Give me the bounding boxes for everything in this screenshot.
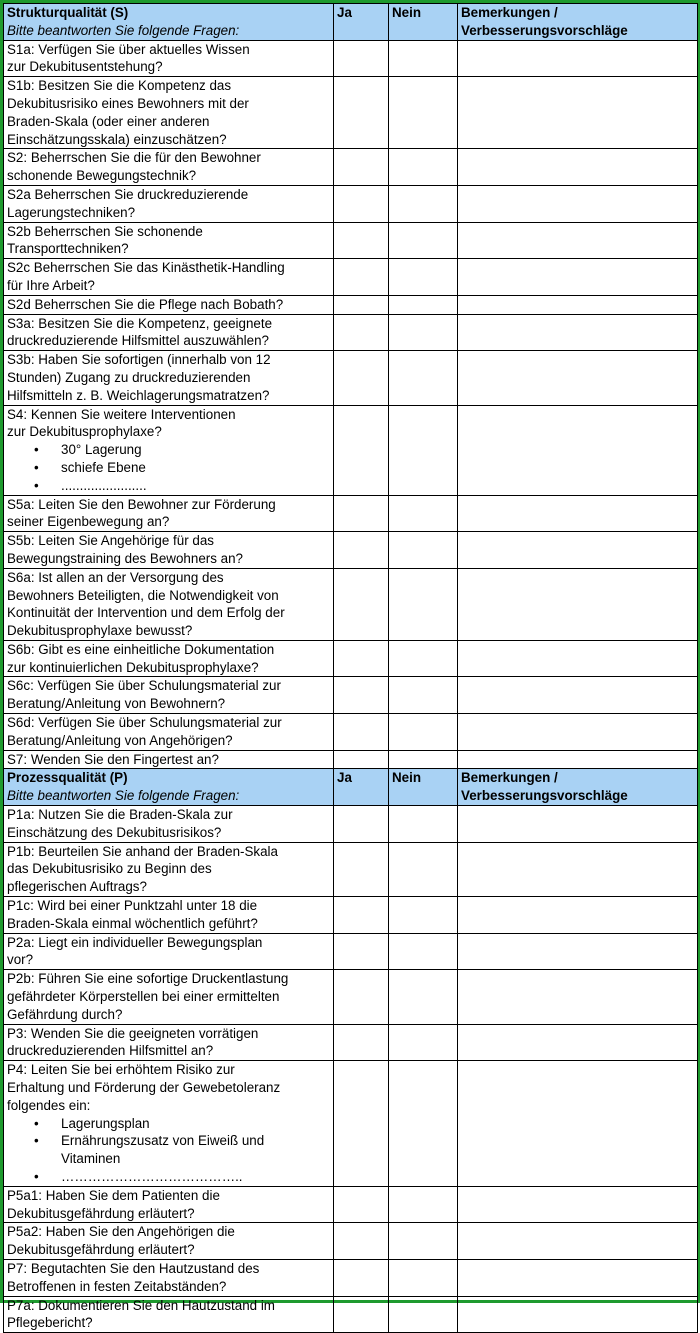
answer-nein-cell[interactable] [389, 259, 458, 296]
answer-nein-cell[interactable] [389, 1186, 458, 1223]
question-cell [4, 222, 334, 259]
remarks-cell[interactable] [458, 970, 698, 1024]
question-row [4, 1259, 698, 1296]
answer-nein-cell[interactable] [389, 677, 458, 714]
question-row [4, 405, 698, 495]
answer-nein-cell[interactable] [389, 495, 458, 532]
question-row [4, 1223, 698, 1260]
column-header-nein: Nein [389, 4, 458, 41]
question-row [4, 40, 698, 77]
question-row [4, 714, 698, 751]
question-row [4, 532, 698, 569]
question-cell [4, 640, 334, 677]
remarks-cell[interactable] [458, 806, 698, 843]
question-text: P3: Wenden Sie die geeigneten vorrätigen druckreduzierenden Hilfsmittel an? [7, 1025, 259, 1059]
question-text: S2c Beherrschen Sie das Kinästhetik-Handling für Ihre Arbeit? [7, 260, 285, 293]
remarks-cell[interactable] [458, 1061, 698, 1187]
answer-nein-cell[interactable] [389, 750, 458, 769]
question-text: S2d Beherrschen Sie die Pflege nach Bobath? [7, 296, 284, 312]
checklist-table [3, 3, 698, 1333]
question-row [4, 295, 698, 314]
question-text: P7: Begutachten Sie den Hautzustand des Betroffenen in festen Zeitabständen? [7, 1260, 260, 1294]
answer-nein-cell[interactable] [389, 532, 458, 569]
answer-nein-cell[interactable] [389, 1259, 458, 1296]
answer-nein-cell[interactable] [389, 1223, 458, 1260]
section-subtitle: Bitte beantworten Sie folgende Fragen: [7, 788, 240, 804]
answer-ja-cell[interactable] [334, 1223, 389, 1260]
remarks-cell[interactable] [458, 314, 698, 351]
question-text: S2a Beherrschen Sie druckreduzierende Lagerungstechniken? [7, 186, 249, 220]
question-cell [4, 897, 334, 934]
bullet-item: • Ernährungszusatz von Eiweiß und Vitaminen [61, 1132, 330, 1168]
remarks-cell[interactable] [458, 405, 698, 495]
answer-ja-cell[interactable] [334, 77, 389, 149]
question-cell [4, 970, 334, 1024]
remarks-cell[interactable] [458, 933, 698, 970]
question-text: S6b: Gibt es eine einheitliche Dokumentation zur kontinuierlichen Dekubitusprophylaxe? [7, 641, 275, 675]
question-text: P5a2: Haben Sie den Angehörigen die Dekubitusgefährdung erläutert? [7, 1224, 235, 1258]
question-cell [4, 933, 334, 970]
answer-ja-cell[interactable] [334, 750, 389, 769]
question-cell [4, 568, 334, 640]
answer-nein-cell[interactable] [389, 314, 458, 351]
question-cell [4, 77, 334, 149]
question-text: P1c: Wird bei einer Punktzahl unter 18 die Braden-Skala einmal wöchentlich geführt? [7, 898, 258, 931]
remarks-cell[interactable] [458, 149, 698, 186]
bullet-item: • Lagerungsplan [61, 1115, 330, 1133]
question-text: S2: Beherrschen Sie die für den Bewohner schonende Bewegungstechnik? [7, 150, 261, 184]
answer-nein-cell[interactable] [389, 568, 458, 640]
question-cell [4, 405, 334, 495]
answer-nein-cell[interactable] [389, 970, 458, 1024]
answer-nein-cell[interactable] [389, 640, 458, 677]
remarks-cell[interactable] [458, 1223, 698, 1260]
remarks-cell[interactable] [458, 1259, 698, 1296]
question-row [4, 677, 698, 714]
section-title-cell [4, 4, 334, 41]
question-cell [4, 185, 334, 222]
answer-nein-cell[interactable] [389, 222, 458, 259]
question-cell [4, 40, 334, 77]
question-cell [4, 351, 334, 405]
question-text: S4: Kennen Sie weitere Interventionen zur Dekubitusprophylaxe? [7, 406, 236, 440]
answer-ja-cell[interactable] [334, 714, 389, 751]
column-header-ja: Ja [334, 4, 389, 41]
remarks-cell[interactable] [458, 40, 698, 77]
answer-ja-cell[interactable] [334, 897, 389, 934]
question-text: P1a: Nutzen Sie die Braden-Skala zur Einschätzung des Dekubitusrisikos? [7, 807, 233, 840]
answer-nein-cell[interactable] [389, 842, 458, 896]
question-cell [4, 314, 334, 351]
question-cell [4, 532, 334, 569]
question-text: S1a: Verfügen Sie über aktuelles Wissen zur Dekubitusentstehung? [7, 41, 250, 75]
answer-nein-cell[interactable] [389, 1296, 458, 1333]
answer-ja-cell[interactable] [334, 933, 389, 970]
remarks-cell[interactable] [458, 1186, 698, 1223]
question-text: S6c: Verfügen Sie über Schulungsmaterial zur Beratung/Anleitung von Bewohnern? [7, 678, 281, 712]
remarks-cell[interactable] [458, 897, 698, 934]
answer-ja-cell[interactable] [334, 405, 389, 495]
answer-ja-cell[interactable] [334, 351, 389, 405]
question-text: P2a: Liegt ein individueller Bewegungsplan vor? [7, 934, 263, 968]
checklist-body [4, 4, 698, 1333]
question-text: S7: Wenden Sie den Fingertest an? [7, 751, 219, 767]
bullet-list [7, 441, 330, 494]
bullet-item: • ....................... [61, 477, 330, 495]
question-row [4, 222, 698, 259]
remarks-cell[interactable] [458, 351, 698, 405]
answer-nein-cell[interactable] [389, 806, 458, 843]
question-row [4, 750, 698, 769]
answer-nein-cell[interactable] [389, 1061, 458, 1187]
answer-ja-cell[interactable] [334, 185, 389, 222]
remarks-cell[interactable] [458, 532, 698, 569]
bullet-list [7, 1115, 330, 1186]
question-row [4, 1024, 698, 1061]
section-subtitle: Bitte beantworten Sie folgende Fragen: [7, 22, 240, 38]
remarks-cell[interactable] [458, 677, 698, 714]
answer-ja-cell[interactable] [334, 677, 389, 714]
question-row [4, 351, 698, 405]
remarks-cell[interactable] [458, 842, 698, 896]
answer-nein-cell[interactable] [389, 933, 458, 970]
section-title: Strukturqualität (S) [7, 5, 129, 20]
answer-ja-cell[interactable] [334, 640, 389, 677]
answer-ja-cell[interactable] [334, 314, 389, 351]
answer-ja-cell[interactable] [334, 1024, 389, 1061]
answer-ja-cell[interactable] [334, 40, 389, 77]
question-text: P1b: Beurteilen Sie anhand der Braden-Skala das Dekubitusrisiko zu Beginn des pflegerischen Auftrags? [7, 843, 278, 895]
remarks-cell[interactable] [458, 77, 698, 149]
answer-ja-cell[interactable] [334, 970, 389, 1024]
question-cell [4, 495, 334, 532]
remarks-cell[interactable] [458, 750, 698, 769]
question-row [4, 149, 698, 186]
question-text: S2b Beherrschen Sie schonende Transporttechniken? [7, 223, 203, 257]
answer-ja-cell[interactable] [334, 495, 389, 532]
answer-nein-cell[interactable] [389, 351, 458, 405]
remarks-cell[interactable] [458, 568, 698, 640]
question-row [4, 640, 698, 677]
answer-ja-cell[interactable] [334, 1061, 389, 1187]
answer-ja-cell[interactable] [334, 1259, 389, 1296]
question-cell [4, 1024, 334, 1061]
question-row [4, 185, 698, 222]
answer-ja-cell[interactable] [334, 842, 389, 896]
remarks-cell[interactable] [458, 259, 698, 296]
remarks-cell[interactable] [458, 1024, 698, 1061]
answer-ja-cell[interactable] [334, 259, 389, 296]
answer-ja-cell[interactable] [334, 1186, 389, 1223]
question-cell [4, 806, 334, 843]
answer-ja-cell[interactable] [334, 532, 389, 569]
remarks-cell[interactable] [458, 640, 698, 677]
remarks-cell[interactable] [458, 495, 698, 532]
question-cell [4, 677, 334, 714]
question-cell [4, 149, 334, 186]
question-text: S6a: Ist allen an der Versorgung des Bewohners Beteiligten, die Notwendigkeit von Kontinuität der Intervention und dem Erfolg der Dekubitusprophylaxe bewusst? [7, 569, 285, 639]
section-title: Prozessqualität (P) [7, 770, 128, 786]
answer-nein-cell[interactable] [389, 149, 458, 186]
answer-nein-cell[interactable] [389, 40, 458, 77]
question-cell [4, 1259, 334, 1296]
column-header-bemerkungen: Bemerkungen / Verbesserungsvorschläge [458, 4, 698, 41]
answer-nein-cell[interactable] [389, 1024, 458, 1061]
remarks-cell[interactable] [458, 222, 698, 259]
section-header-row [4, 769, 698, 806]
answer-ja-cell[interactable] [334, 806, 389, 843]
question-cell [4, 842, 334, 896]
section-title-cell [4, 769, 334, 806]
question-cell [4, 750, 334, 769]
question-text: S6d: Verfügen Sie über Schulungsmaterial zur Beratung/Anleitung von Angehörigen? [7, 715, 282, 748]
question-row [4, 77, 698, 149]
question-row [4, 970, 698, 1024]
question-cell [4, 1061, 334, 1187]
remarks-cell[interactable] [458, 1296, 698, 1333]
answer-ja-cell[interactable] [334, 1296, 389, 1333]
bullet-item: • 30° Lagerung [61, 441, 330, 459]
question-text: P7a: Dokumentieren Sie den Hautzustand im Pflegebericht? [7, 1297, 275, 1331]
question-text: P4: Leiten Sie bei erhöhtem Risiko zur Erhaltung und Förderung der Gewebetoleranz folgendes ein: [7, 1062, 281, 1113]
remarks-cell[interactable] [458, 185, 698, 222]
section-header-row [4, 4, 698, 41]
bullet-item: • schiefe Ebene [61, 459, 330, 477]
answer-ja-cell[interactable] [334, 222, 389, 259]
bullet-item: • ………………………………….. [61, 1168, 330, 1186]
question-text: S3a: Besitzen Sie die Kompetenz, geeignete druckreduzierende Hilfsmittel auszuwählen? [7, 315, 273, 349]
question-row [4, 842, 698, 896]
question-row [4, 933, 698, 970]
answer-nein-cell[interactable] [389, 77, 458, 149]
question-row [4, 806, 698, 843]
question-text: P5a1: Haben Sie dem Patienten die Dekubitusgefährdung erläutert? [7, 1187, 220, 1221]
answer-nein-cell[interactable] [389, 295, 458, 314]
question-row [4, 1296, 698, 1333]
answer-nein-cell[interactable] [389, 405, 458, 495]
question-text: S1b: Besitzen Sie die Kompetenz das Dekubitusrisiko eines Bewohners mit der Braden-Skala (oder einer anderen Einschätzungsskala) einzuschätzen? [7, 78, 249, 147]
answer-ja-cell[interactable] [334, 568, 389, 640]
question-row [4, 568, 698, 640]
question-cell [4, 295, 334, 314]
remarks-cell[interactable] [458, 714, 698, 751]
question-text: P2b: Führen Sie eine sofortige Druckentlastung gefährdeter Körperstellen bei einer ermittelten Gefährdung durch? [7, 971, 289, 1022]
remarks-cell[interactable] [458, 295, 698, 314]
question-row [4, 259, 698, 296]
question-cell [4, 259, 334, 296]
answer-nein-cell[interactable] [389, 714, 458, 751]
question-text: S3b: Haben Sie sofortigen (innerhalb von 12 Stunden) Zugang zu druckreduzierenden Hilfsmitteln z. B. Weichlagerungsmatratzen? [7, 352, 271, 403]
answer-ja-cell[interactable] [334, 295, 389, 314]
column-header-nein: Nein [389, 769, 458, 806]
question-row [4, 1186, 698, 1223]
answer-nein-cell[interactable] [389, 897, 458, 934]
question-row [4, 1061, 698, 1187]
question-row [4, 495, 698, 532]
question-cell [4, 1223, 334, 1260]
question-text: S5b: Leiten Sie Angehörige für das Bewegungstraining des Bewohners an? [7, 533, 243, 566]
answer-ja-cell[interactable] [334, 149, 389, 186]
column-header-ja: Ja [334, 769, 389, 806]
question-cell [4, 714, 334, 751]
question-row [4, 897, 698, 934]
question-cell [4, 1296, 334, 1333]
question-text: S5a: Leiten Sie den Bewohner zur Förderung seiner Eigenbewegung an? [7, 496, 276, 530]
question-row [4, 314, 698, 351]
question-cell [4, 1186, 334, 1223]
answer-nein-cell[interactable] [389, 185, 458, 222]
column-header-bemerkungen: Bemerkungen / Verbesserungsvorschläge [458, 769, 698, 806]
